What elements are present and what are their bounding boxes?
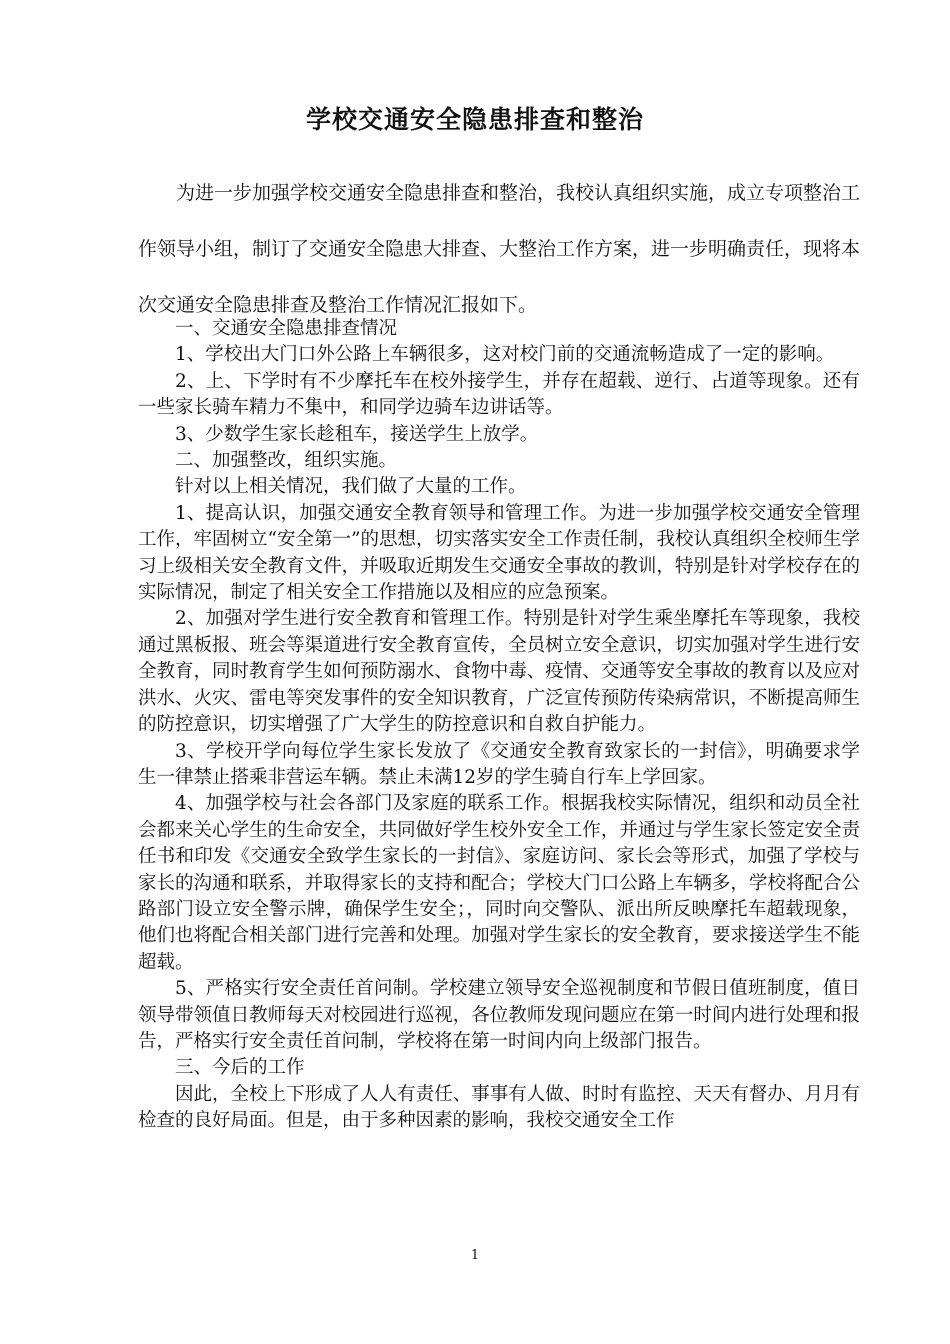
section-heading-1: 一、交通安全隐患排查情况 — [175, 318, 398, 339]
paragraph: 2、上、下学时有不少摩托车在校外接学生，并存在超载、逆行、占道等现象。还有一些家长骑车精力不集中，和同学边骑车边讲话等。 — [138, 370, 860, 419]
document-title: 学校交通安全隐患排查和整治 — [305, 105, 644, 134]
paragraph: 5、严格实行安全责任首问制。学校建立领导安全巡视制度和节假日值班制度，值日领导带领值日教师每天对校园进行巡视，各位教师发现问题应在第一时间内进行处理和报告，严格实行安全责任首问制，学校将在第一时间内向上级部门报告。 — [138, 978, 860, 1052]
page-number: 1 — [470, 1248, 480, 1263]
paragraph: 针对以上相关情况，我们做了大量的工作。 — [175, 476, 527, 498]
paragraph: 1、学校出大门口外公路上车辆很多，这对校门前的交通流畅造成了一定的影响。 — [175, 344, 835, 366]
paragraph: 3、少数学生家长趁租车，接送学生上放学。 — [175, 423, 539, 445]
body-section — [138, 316, 860, 1135]
paragraph: 因此，全校上下形成了人人有责任、事事有人做、时时有监控、天天有督办、月月有检查的良好局面。但是，由于多种因素的影响，我校交通安全工作 — [138, 1083, 860, 1132]
section-heading-2: 二、加强整改，组织实施。 — [175, 450, 398, 472]
paragraph: 1、提高认识，加强交通安全教育领导和管理工作。为进一步加强学校交通安全管理工作，牢固树立“安全第一”的思想，切实落实安全工作责任制，我校认真组织全校师生学习上级相关安全教育文件，并吸取近期发生交通安全事故的教训，特别是针对学校存在的实际情况，制定了相关安全工作措施以及相应的应急预案。 — [138, 502, 860, 604]
paragraph: 3、学校开学向每位学生家长发放了《交通安全教育致家长的一封信》，明确要求学生一律禁止搭乘非营运车辆。禁止未满12岁的学生骑自行车上学回家。 — [138, 740, 860, 788]
paragraph: 2、加强对学生进行安全教育和管理工作。特别是针对学生乘坐摩托车等现象，我校通过黑板报、班会等渠道进行安全教育宣传，全员树立安全意识，切实加强对学生进行安全教育，同时教育学生如何预防溺水、食物中毒、疫情、交通等安全事故的教育以及应对洪水、火灾、雷电等突发事件的安全知识教育，广泛宣传预防传染病常识，不断提高师生的防控意识，切实增强了广大学生的防控意识和自救自护能力。 — [138, 608, 860, 736]
intro-section — [138, 165, 860, 333]
paragraph: 4、加强学校与社会各部门及家庭的联系工作。根据我校实际情况，组织和动员全社会都来关心学生的生命安全，共同做好学生校外安全工作，并通过与学生家长签定安全责任书和印发《交通安全致学生家长的一封信》、家庭访问、家长会等形式，加强了学校与家长的沟通和联系，并取得家长的支持和配合；学校大门口公路上车辆多，学校将配合公路部门设立安全警示牌，确保学生安全；，同时向交警队、派出所反映摩托车超载现象，他们也将配合相关部门进行完善和处理。加强对学生家长的安全教育，要求接送学生不能超载。 — [138, 793, 860, 973]
section-heading-3: 三、今后的工作 — [175, 1057, 305, 1079]
intro-paragraph: 为进一步加强学校交通安全隐患排查和整治，我校认真组织实施，成立专项整治工作领导小组，制订了交通安全隐患大排查、大整治工作方案，进一步明确责任，现将本次交通安全隐患排查及整治工作情况汇报如下。 — [138, 182, 861, 316]
